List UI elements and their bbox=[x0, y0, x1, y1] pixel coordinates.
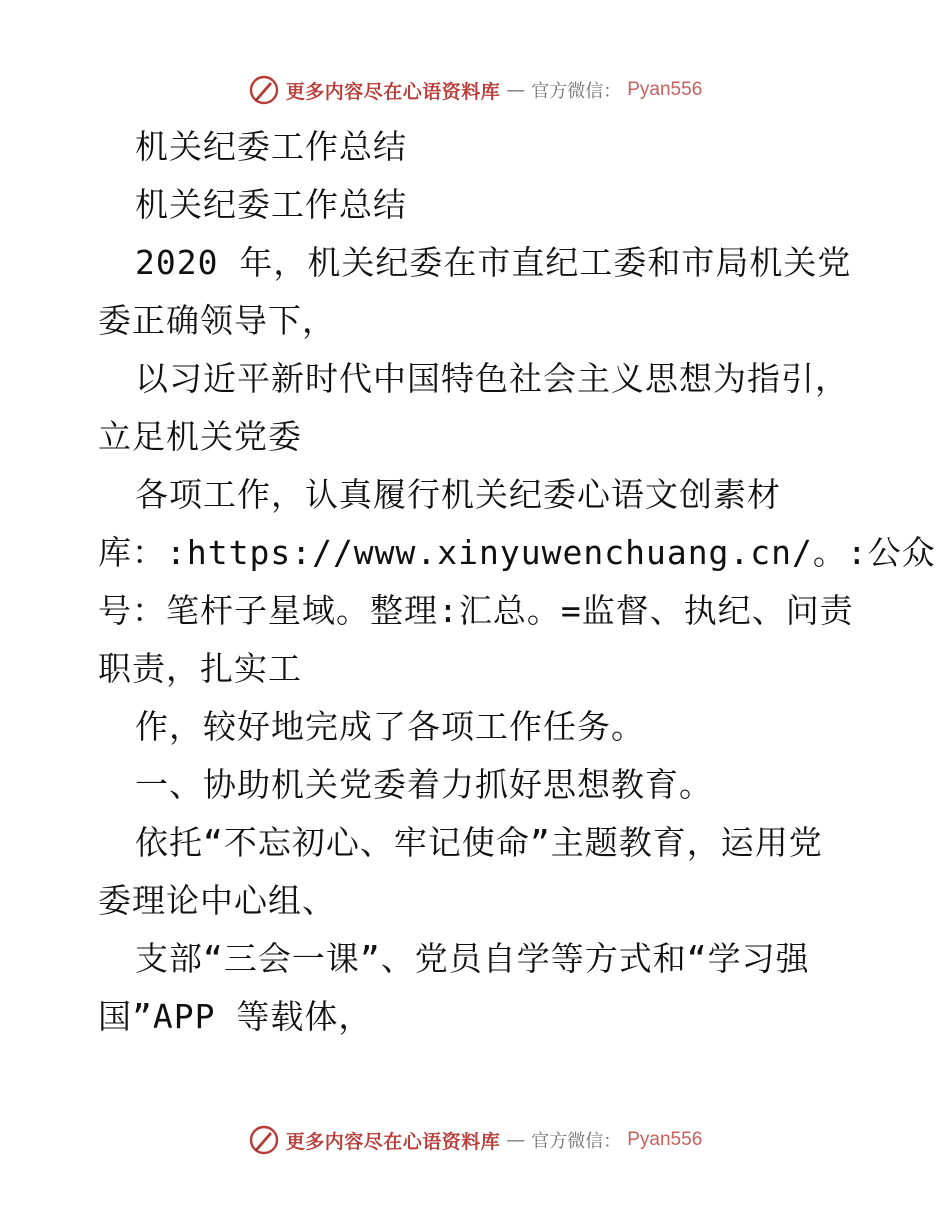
doc-line: 作，较好地完成了各项工作任务。 bbox=[135, 707, 645, 746]
footer-banner bbox=[0, 1120, 950, 1160]
wechat-label: 官方微信： bbox=[531, 81, 622, 102]
doc-line: 各项工作，认真履行机关纪委心语文创素材 bbox=[135, 475, 781, 514]
doc-line: 以习近平新时代中国特色社会主义思想为指引， bbox=[135, 359, 849, 398]
section-heading: 一、协助机关党委着力抓好思想教育。 bbox=[135, 765, 713, 804]
header-banner bbox=[0, 70, 950, 110]
banner-dash: — bbox=[506, 79, 526, 101]
quill-pen-logo-icon bbox=[248, 1124, 280, 1156]
quill-pen-logo-icon bbox=[248, 74, 280, 106]
doc-line: 国”APP 等载体， bbox=[98, 997, 373, 1036]
brand-text: 更多内容尽在心语资料库 bbox=[285, 80, 501, 103]
wechat-id: Pyan556 bbox=[627, 79, 703, 100]
document-body bbox=[98, 118, 936, 1046]
doc-line: 职责，扎实工 bbox=[98, 649, 302, 688]
doc-line: 委理论中心组、 bbox=[98, 881, 336, 920]
banner-dash: — bbox=[506, 1129, 526, 1151]
doc-line: 委正确领导下， bbox=[98, 301, 336, 340]
doc-line: 立足机关党委 bbox=[98, 417, 302, 456]
doc-line: 号：笔杆子星域。整理:汇总。=监督、执纪、问责 bbox=[98, 591, 854, 630]
wechat-id: Pyan556 bbox=[627, 1129, 703, 1150]
doc-title: 机关纪委工作总结 bbox=[135, 127, 407, 166]
wechat-label: 官方微信： bbox=[531, 1131, 622, 1152]
brand-text: 更多内容尽在心语资料库 bbox=[285, 1130, 501, 1153]
doc-line: 依托“不忘初心、牢记使命”主题教育，运用党 bbox=[135, 823, 823, 862]
doc-line: 2020 年，机关纪委在市直纪工委和市局机关党 bbox=[135, 243, 852, 282]
doc-line: 库：:https://www.xinyuwenchuang.cn/。:公众 bbox=[98, 533, 936, 572]
doc-line: 支部“三会一课”、党员自学等方式和“学习强 bbox=[135, 939, 810, 978]
doc-subtitle: 机关纪委工作总结 bbox=[135, 185, 407, 224]
